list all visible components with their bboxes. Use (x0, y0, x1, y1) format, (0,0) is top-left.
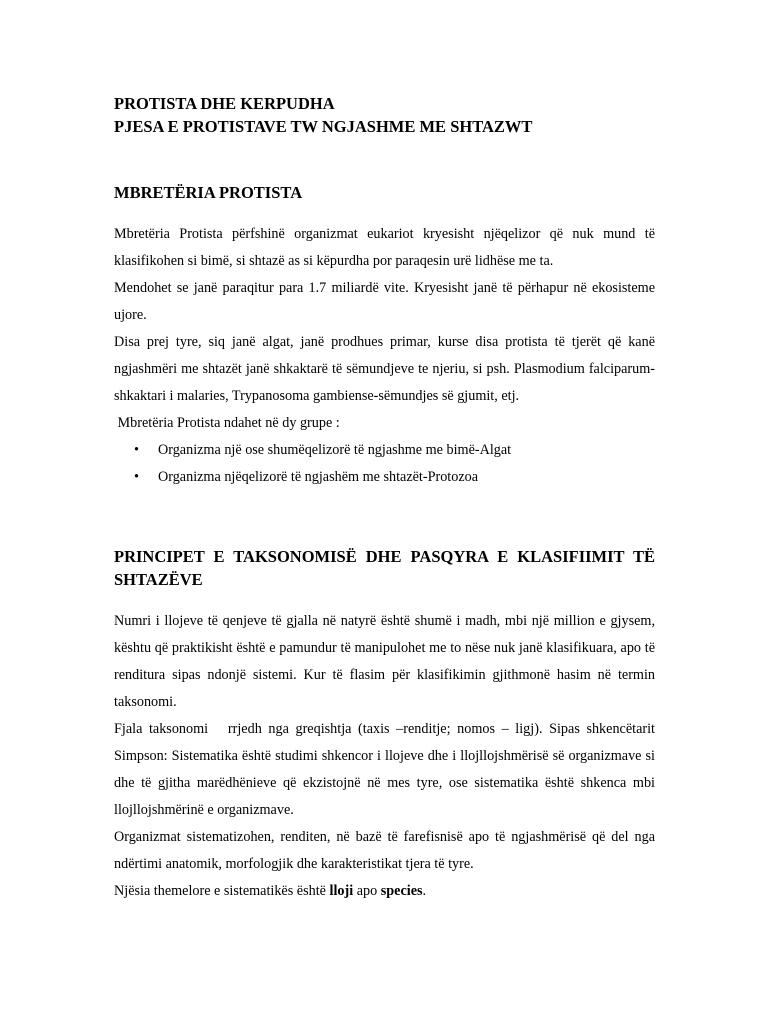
species-prefix: Njësia themelore e sistematikës është (114, 883, 330, 899)
paragraph: Disa prej tyre, siq janë algat, janë prodhues primar, kurse disa protista të tjerët që kanë ngjashmëri me shtazët janë shkaktarë të sëmundjeve te njeriu, si psh. Plasmodium falciparum-shkaktari i malaries, Trypanosoma gambiense-sëmundjes së gjumit, etj. (114, 334, 655, 404)
term-species: species (380, 883, 423, 899)
species-suffix: . (422, 883, 427, 899)
paragraph: Organizmat sistematizohen, renditen, në bazë të farefisnisë apo të ngjashmërisë që del nga ndërtimi anatomik, morfologjik dhe karakteristikat tjera të tyre. (114, 829, 655, 872)
paragraph-species (114, 878, 655, 905)
document-title: PROTISTA DHE KERPUDHA (114, 94, 335, 113)
list-item (134, 437, 655, 464)
bullet-icon: • (134, 469, 139, 485)
species-middle: apo (353, 883, 381, 899)
list-item (134, 464, 655, 491)
term-lloji: lloji (329, 883, 354, 899)
document-subtitle: PJESA E PROTISTAVE TW NGJASHME ME SHTAZWT (114, 117, 533, 136)
section-heading-protista: MBRETËRIA PROTISTA (114, 183, 303, 202)
list-item-text: Organizma një ose shumëqelizorë të ngjashme me bimë-Algat (158, 442, 512, 458)
paragraph: Mendohet se janë paraqitur para 1.7 miliardë vite. Kryesisht janë të përhapur në ekosisteme ujore. (114, 280, 655, 323)
list-item-text: Organizma njëqelizorë të ngjashëm me shtazët-Protozoa (158, 469, 479, 485)
paragraph: Mbretëria Protista përfshinë organizmat eukariot kryesisht njëqelizor që nuk mund të klasifikohen si bimë, si shtazë as si këpurdha por paraqesin urë lidhëse me ta. (114, 226, 655, 269)
paragraph: Numri i llojeve të qenjeve të gjalla në natyrë është shumë i madh, mbi një million e gjysem, kështu që praktikisht është e pamundur të manipulohet me to nëse nuk janë klasifikuara, apo të renditura sipas ndonjë sistemi. Kur të flasim për klasifikimin gjithmonë hasim në termin taksonomi. (114, 613, 655, 710)
document-body (114, 92, 659, 905)
bullet-icon: • (134, 442, 139, 458)
paragraph: Fjala taksonomi rrjedh nga greqishtja (taxis –renditje; nomos – ligj). Sipas shkencëtarit Simpson: Sistematika është studimi shkencor i llojeve dhe i llojllojshmërisë së organizmave si dhe të gjitha marëdhënieve që ekzistojnë në mes tyre, ose sistematika është shkenca mbi llojllojshmërinë e organizmave. (114, 721, 659, 818)
paragraph: Mbretëria Protista ndahet në dy grupe : (114, 415, 340, 431)
bullet-list (114, 437, 655, 491)
section-heading-taxonomy: PRINCIPET E TAKSONOMISË DHE PASQYRA E KLASIFIIMIT TË SHTAZËVE (114, 547, 655, 589)
